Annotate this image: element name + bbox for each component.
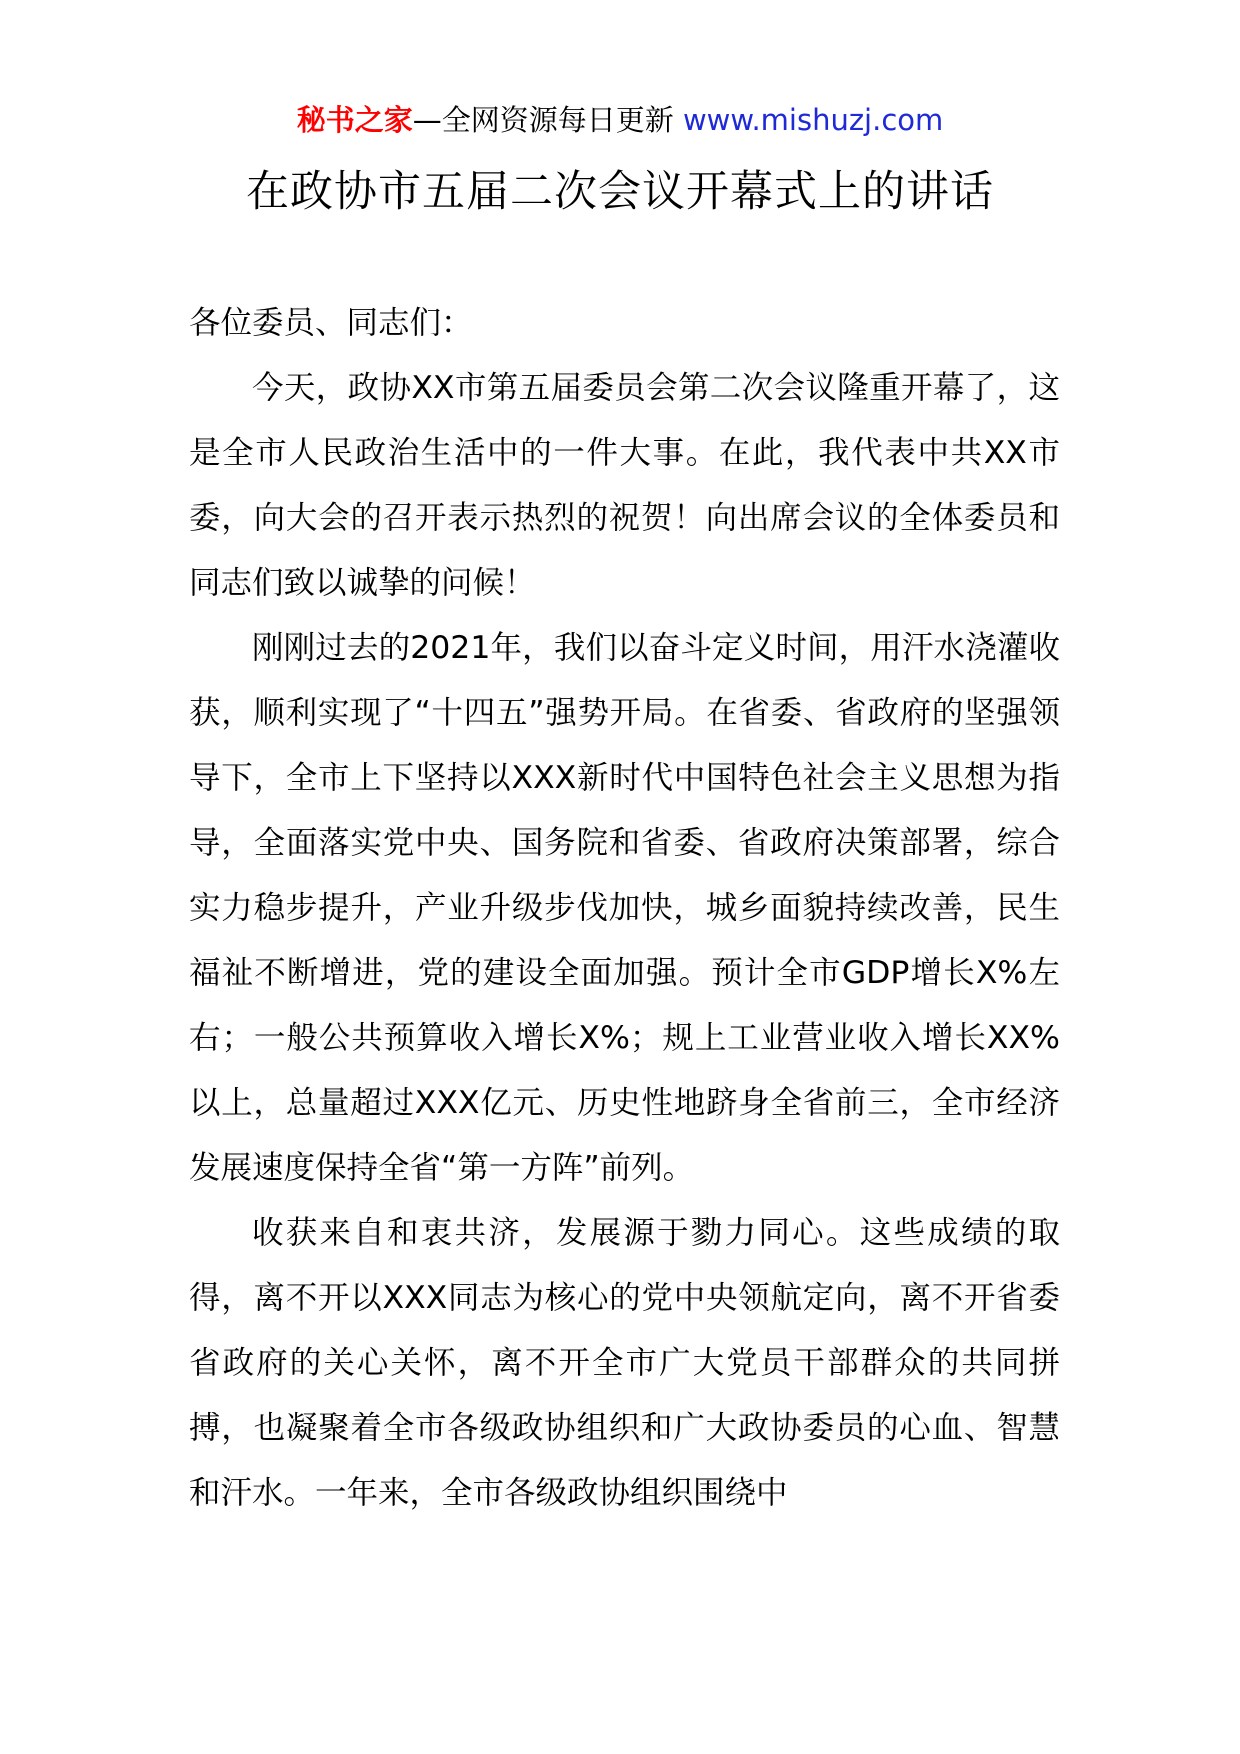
- page-header: [0, 100, 1240, 140]
- document-title: 在政协市五届二次会议开幕式上的讲话: [246, 167, 994, 217]
- paragraph: 收获来自和衷共济，发展源于勠力同心。这些成绩的取得，离不开以XXX同志为核心的党中央领航定向，离不开省委省政府的关心关怀，离不开全市广大党员干部群众的共同拼搏，也凝聚着全市各级政协组织和广大政协委员的心血、智慧和汗水。一年来，全市各级政协组织围绕中: [189, 1215, 1060, 1511]
- header-tagline: —全网资源每日更新: [412, 103, 683, 137]
- salutation: 各位委员、同志们：: [189, 305, 473, 341]
- paragraph: 刚刚过去的2021年，我们以奋斗定义时间，用汗水浇灌收获，顺利实现了“十四五”强势开局。在省委、省政府的坚强领导下，全市上下坚持以XXX新时代中国特色社会主义思想为指导，全面落实党中央、国务院和省委、省政府决策部署，综合实力稳步提升，产业升级步伐加快，城乡面貌持续改善，民生福祉不断增进，党的建设全面加强。预计全市GDP增长X%左右；一般公共预算收入增长X%；规上工业营业收入增长XX%以上，总量超过XXX亿元、历史性地跻身全省前三，全市经济发展速度保持全省“第一方阵”前列。: [189, 630, 1060, 1186]
- paragraph: 今天，政协XX市第五届委员会第二次会议隆重开幕了，这是全市人民政治生活中的一件大事。在此，我代表中共XX市委，向大会的召开表示热烈的祝贺！向出席会议的全体委员和同志们致以诚挚的问候！: [189, 370, 1060, 601]
- brand-name: 秘书之家: [296, 103, 413, 137]
- site-url-link[interactable]: www.mishuzj.com: [682, 103, 944, 137]
- document-body: [189, 291, 1060, 1526]
